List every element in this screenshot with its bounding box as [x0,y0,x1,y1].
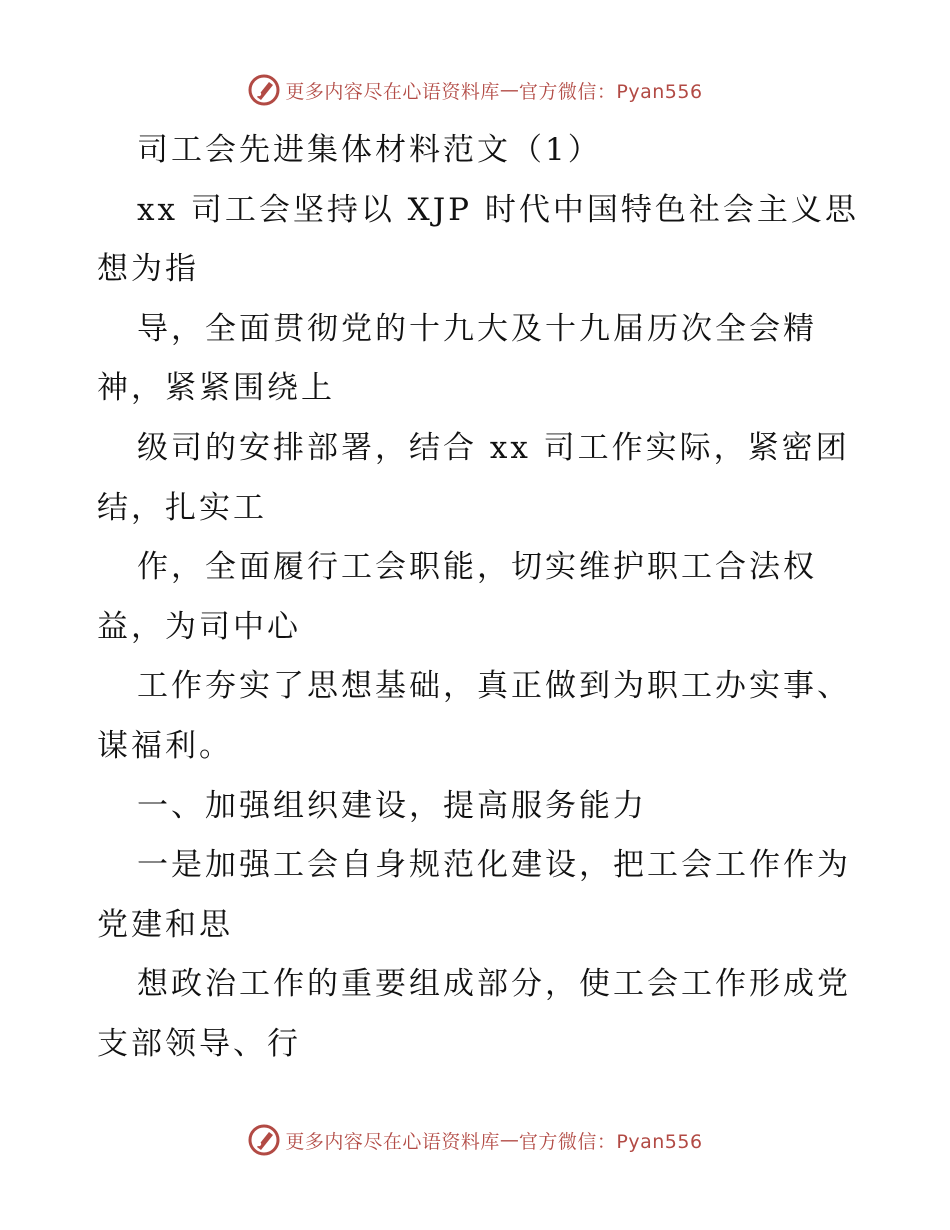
paragraph-line: 神，紧紧围绕上 [97,370,335,407]
paragraph-line: 导，全面贯彻党的十九大及十九届历次全会精 [137,310,817,347]
document-body [97,121,857,1075]
paragraph-line: xx 司工会坚持以 XJP 时代中国特色社会主义思 [137,191,859,228]
footer-banner-separator: — [499,1129,519,1151]
paragraph-line: 支部领导、行 [97,1025,301,1062]
paragraph-line: 想政治工作的重要组成部分，使工会工作形成党 [137,966,851,1003]
header-banner-wechat: 官方微信：Pyan556 [518,80,703,103]
paragraph-line: 想为指 [97,251,199,288]
section-heading: 一、加强组织建设，提高服务能力 [137,787,647,824]
pen-nib-logo-icon [247,73,281,107]
paragraph-line: 一是加强工会自身规范化建设，把工会工作作为 [137,847,851,884]
footer-banner-wechat: 官方微信：Pyan556 [518,1130,703,1153]
paragraph-line: 结，扎实工 [97,489,267,526]
footer-watermark-banner [0,1120,950,1160]
paragraph-line: 作，全面履行工会职能，切实维护职工合法权 [137,549,817,586]
paragraph-line: 谋福利。 [97,727,233,764]
paragraph-line: 益，为司中心 [97,608,301,645]
paragraph-line: 工作夯实了思想基础，真正做到为职工办实事、 [137,668,851,705]
header-watermark-banner [0,70,950,110]
pen-nib-logo-icon [247,1123,281,1157]
document-title: 司工会先进集体材料范文（1） [137,132,602,168]
header-banner-text: 更多内容尽在心语资料库 [285,80,500,103]
header-banner-separator: — [499,79,519,101]
footer-banner-text: 更多内容尽在心语资料库 [285,1130,500,1153]
paragraph-line: 级司的安排部署，结合 xx 司工作实际，紧密团 [137,429,850,466]
paragraph-line: 党建和思 [97,906,233,943]
